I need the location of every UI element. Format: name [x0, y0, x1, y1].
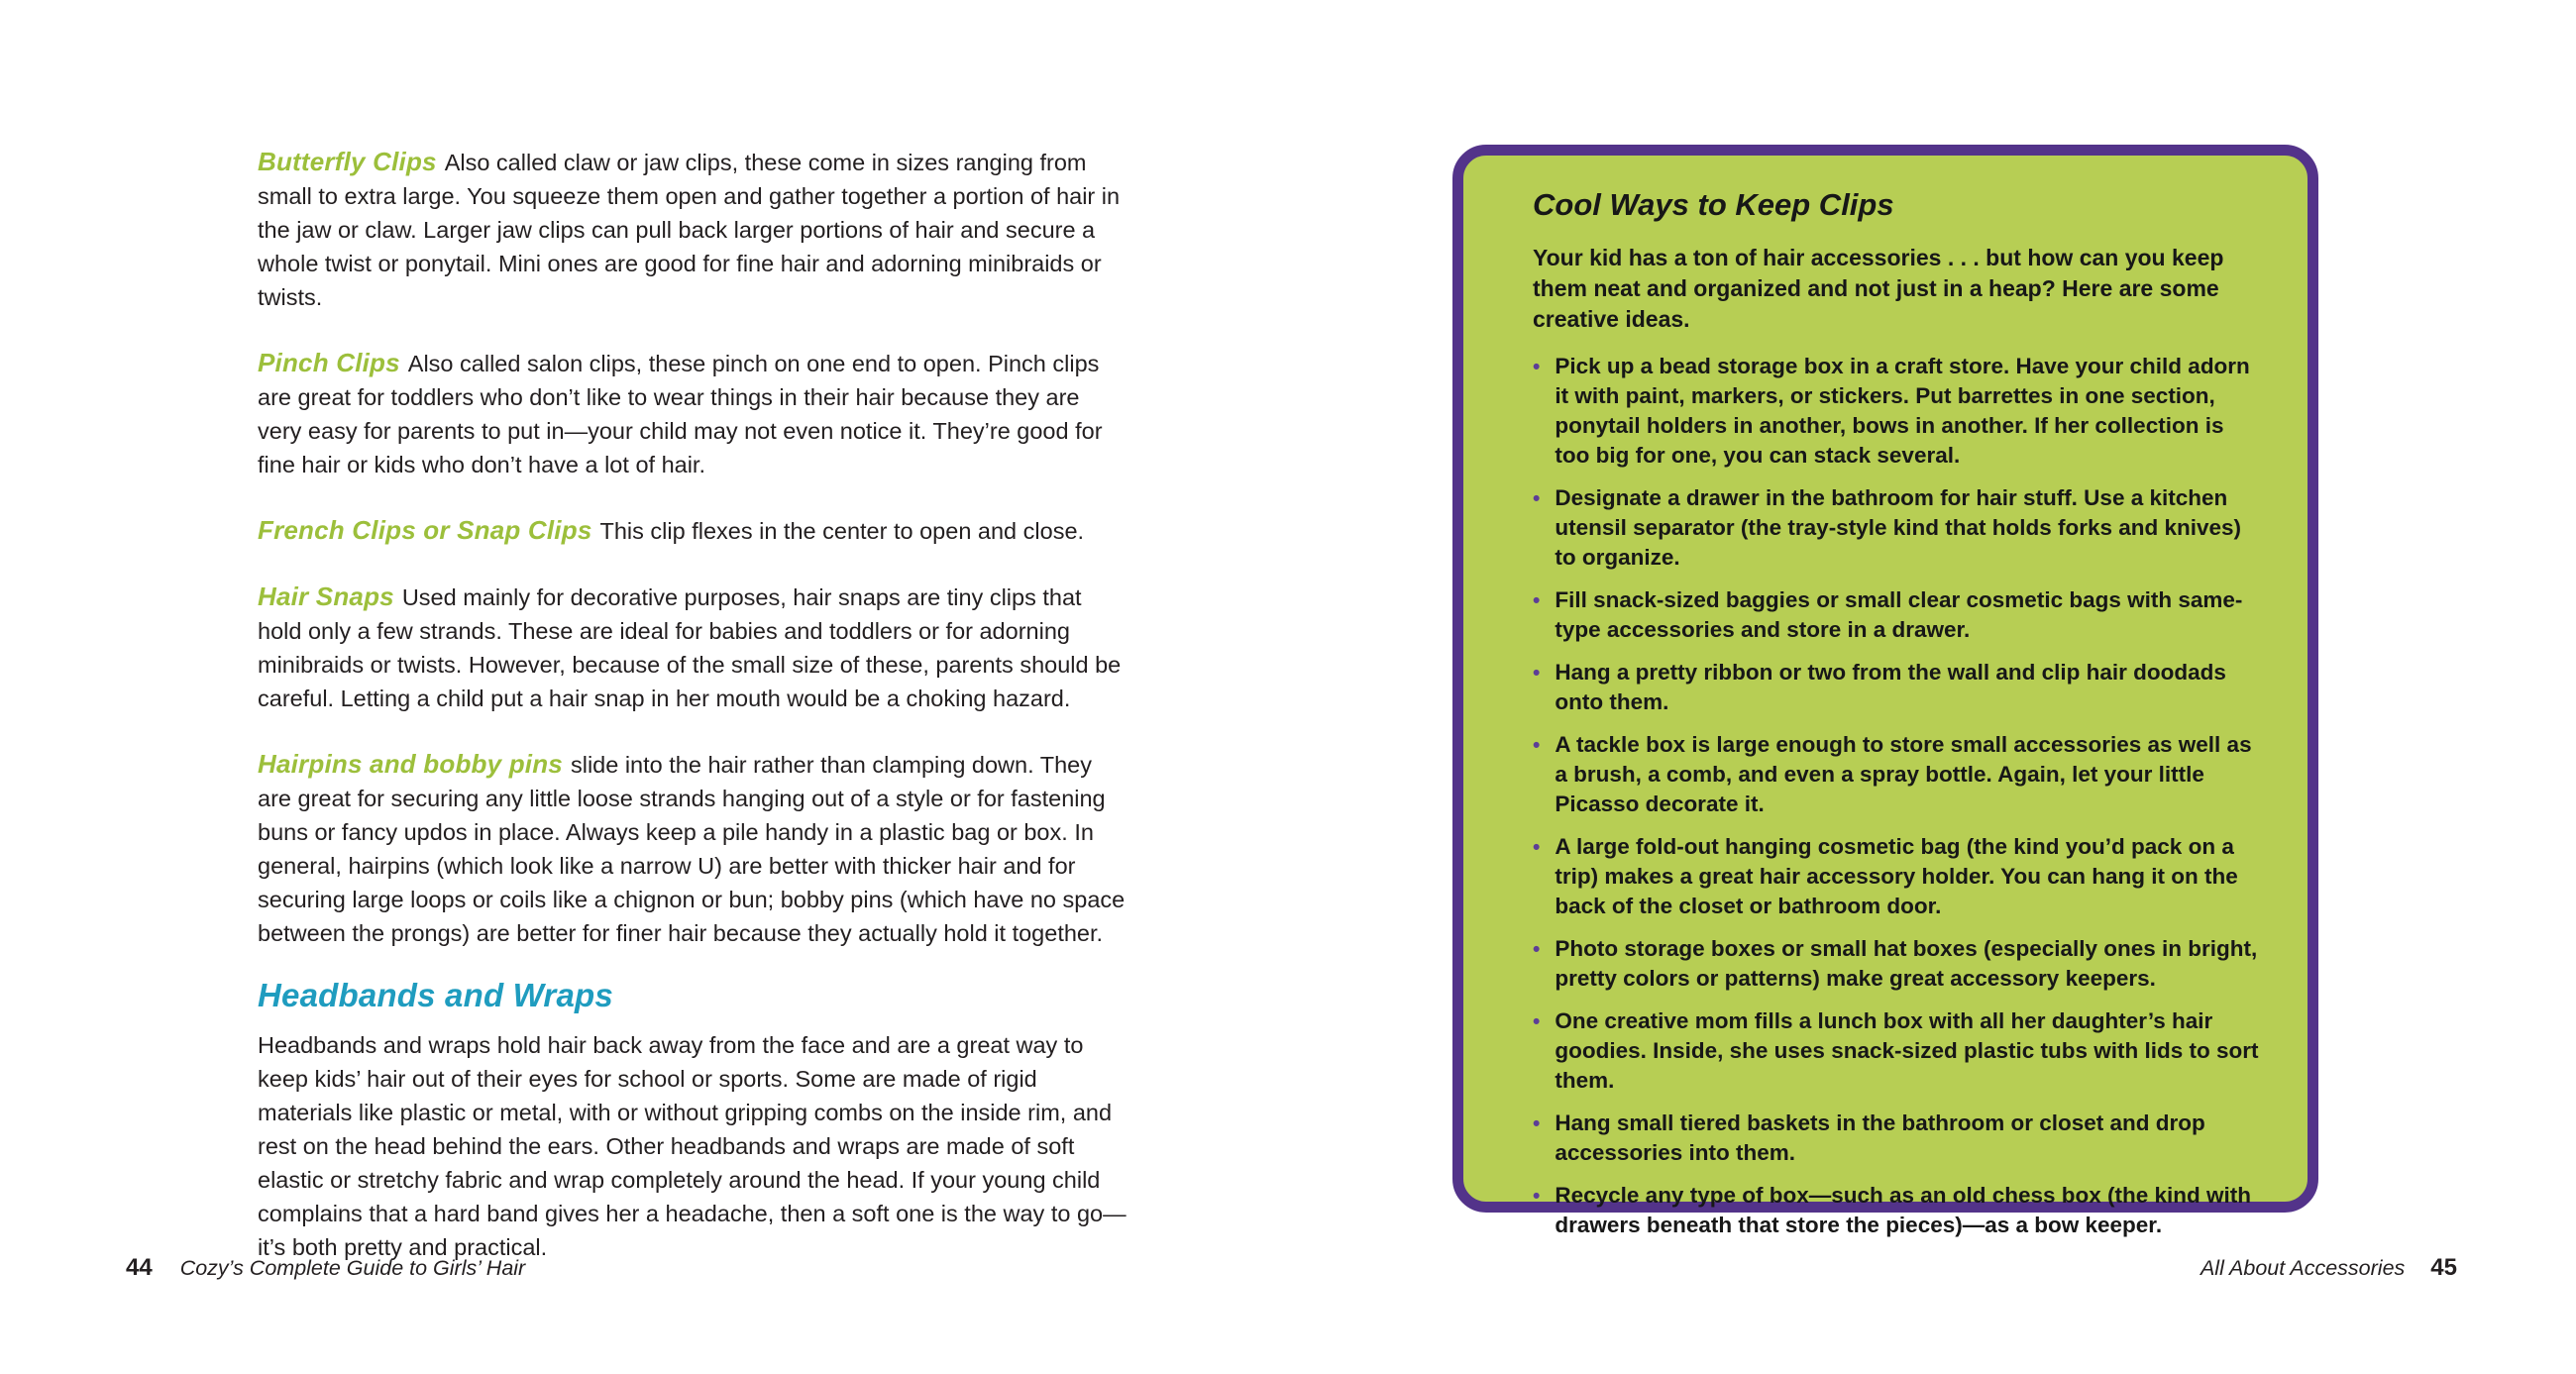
tip-text: Hang a pretty ribbon or two from the wall and clip hair doodads onto them.	[1555, 660, 2226, 714]
bullet-icon: •	[1533, 356, 1541, 378]
term-description: Also called claw or jaw clips, these come in sizes ranging from small to extra large. You squeeze them open and gather together a portion of hair in the jaw or claw. Larger jaw clips can pull back larger portions of hair and secure a whole twist or ponytail. Mini ones are good for fine hair and adorning minibraids or twists.	[258, 150, 1121, 310]
headbands-section	[258, 977, 1127, 1264]
tip-list-item	[1533, 730, 2264, 819]
left-page-number: 44	[126, 1254, 153, 1281]
term-paragraph	[258, 145, 1127, 314]
tip-text: Recycle any type of box—such as an old chess box (the kind with drawers beneath that store the pieces)—as a bow keeper.	[1555, 1183, 2252, 1237]
term-paragraph	[258, 580, 1127, 715]
tip-list-item	[1533, 832, 2264, 921]
bullet-icon: •	[1533, 1010, 1541, 1033]
tip-text: A large fold-out hanging cosmetic bag (the kind you’d pack on a trip) makes a great hair accessory holder. You can hang it on the back of the closet or bathroom door.	[1555, 834, 2238, 918]
term-label: Hair Snaps	[258, 581, 394, 611]
term-description: Used mainly for decorative purposes, hair snaps are tiny clips that hold only a few strands. These are ideal for babies and toddlers or for adorning minibraids or twists. However, because of the small size of these, parents should be careful. Letting a child put a hair snap in her mouth would be a choking hazard.	[258, 584, 1122, 711]
tip-text: Fill snack-sized baggies or small clear cosmetic bags with same-type accessories and store in a drawer.	[1555, 587, 2243, 642]
tip-list-item	[1533, 934, 2264, 994]
tip-text: Hang small tiered baskets in the bathroom or closet and drop accessories into them.	[1555, 1110, 2205, 1165]
tip-box	[1452, 145, 2318, 1237]
term-description: slide into the hair rather than clamping down. They are great for securing any little loose strands hanging out of a style or for fastening buns or fancy updos in place. Always keep a pile handy in a plastic bag or box. In general, hairpins (which look like a narrow U) are better with thicker hair and for securing large loops or coils like a chignon or bun; bobby pins (which have no space between the prongs) are better for finer hair because they actually hold it together.	[258, 752, 1126, 946]
bullet-icon: •	[1533, 662, 1541, 685]
tip-box-intro: Your kid has a ton of hair accessories . . . but how can you keep them neat and organized and not just in a heap? Here are some creative ideas.	[1533, 245, 2224, 332]
term-description: Also called salon clips, these pinch on one end to open. Pinch clips are great for toddlers who don’t like to wear things in their hair because they are very easy for parents to put in—your child may not even notice it. They’re good for fine hair or kids who don’t have a lot of hair.	[258, 351, 1103, 477]
term-label: Butterfly Clips	[258, 147, 437, 176]
term-paragraph	[258, 513, 1127, 548]
tip-list-item	[1533, 1006, 2264, 1096]
bullet-icon: •	[1533, 1112, 1541, 1135]
tip-list-item	[1533, 585, 2264, 645]
tip-list	[1533, 352, 2264, 1240]
tip-text: A tackle box is large enough to store small accessories as well as a brush, a comb, and even a spray bottle. Again, let your little Picasso decorate it.	[1555, 732, 2252, 816]
term-paragraph	[258, 346, 1127, 481]
term-label: French Clips or Snap Clips	[258, 515, 592, 545]
bullet-icon: •	[1533, 589, 1541, 612]
term-label: Hairpins and bobby pins	[258, 749, 563, 779]
section-body-text: Headbands and wraps hold hair back away from the face and are a great way to keep kids’ hair out of their eyes for school or sports. Some are made of rigid materials like plastic or metal, with or without gripping combs on the inside rim, and rest on the head behind the ears. Other headbands and wraps are made of soft elastic or stretchy fabric and wrap completely around the head. If your young child complains that a hard band gives her a headache, then a soft one is the way to go—it’s both pretty and practical.	[258, 1032, 1127, 1260]
tip-text: Photo storage boxes or small hat boxes (especially ones in bright, pretty colors or patterns) make great accessory keepers.	[1555, 936, 2258, 991]
tip-list-item	[1533, 1181, 2264, 1240]
tip-list-item	[1533, 483, 2264, 573]
right-page-number: 45	[2430, 1254, 2457, 1281]
chapter-title: All About Accessories	[2200, 1256, 2406, 1280]
tip-text: One creative mom fills a lunch box with all her daughter’s hair goodies. Inside, she uses snack-sized plastic tubs with lids to sort them.	[1555, 1008, 2259, 1093]
tip-text: Designate a drawer in the bathroom for hair stuff. Use a kitchen utensil separator (the tray-style kind that holds forks and knives) to organize.	[1555, 485, 2242, 570]
left-page-text-column	[258, 145, 1127, 982]
tip-list-item	[1533, 658, 2264, 717]
tip-text: Pick up a bead storage box in a craft store. Have your child adorn it with paint, markers, or stickers. Put barrettes in one section, ponytail holders in another, bows in another. If her collection is too big for one, you can stack several.	[1555, 354, 2250, 468]
bullet-icon: •	[1533, 734, 1541, 757]
bullet-icon: •	[1533, 836, 1541, 859]
tip-list-item	[1533, 1109, 2264, 1168]
term-label: Pinch Clips	[258, 348, 400, 377]
right-footer	[2200, 1254, 2457, 1282]
term-paragraph	[258, 747, 1127, 950]
term-description: This clip flexes in the center to open and close.	[599, 518, 1085, 544]
tip-box-title: Cool Ways to Keep Clips	[1533, 187, 1894, 222]
bullet-icon: •	[1533, 487, 1541, 510]
bullet-icon: •	[1533, 1185, 1541, 1208]
section-heading: Headbands and Wraps	[258, 977, 613, 1013]
left-footer	[126, 1254, 525, 1282]
tip-list-item	[1533, 352, 2264, 471]
book-title: Cozy’s Complete Guide to Girls’ Hair	[179, 1256, 526, 1280]
bullet-icon: •	[1533, 938, 1541, 961]
